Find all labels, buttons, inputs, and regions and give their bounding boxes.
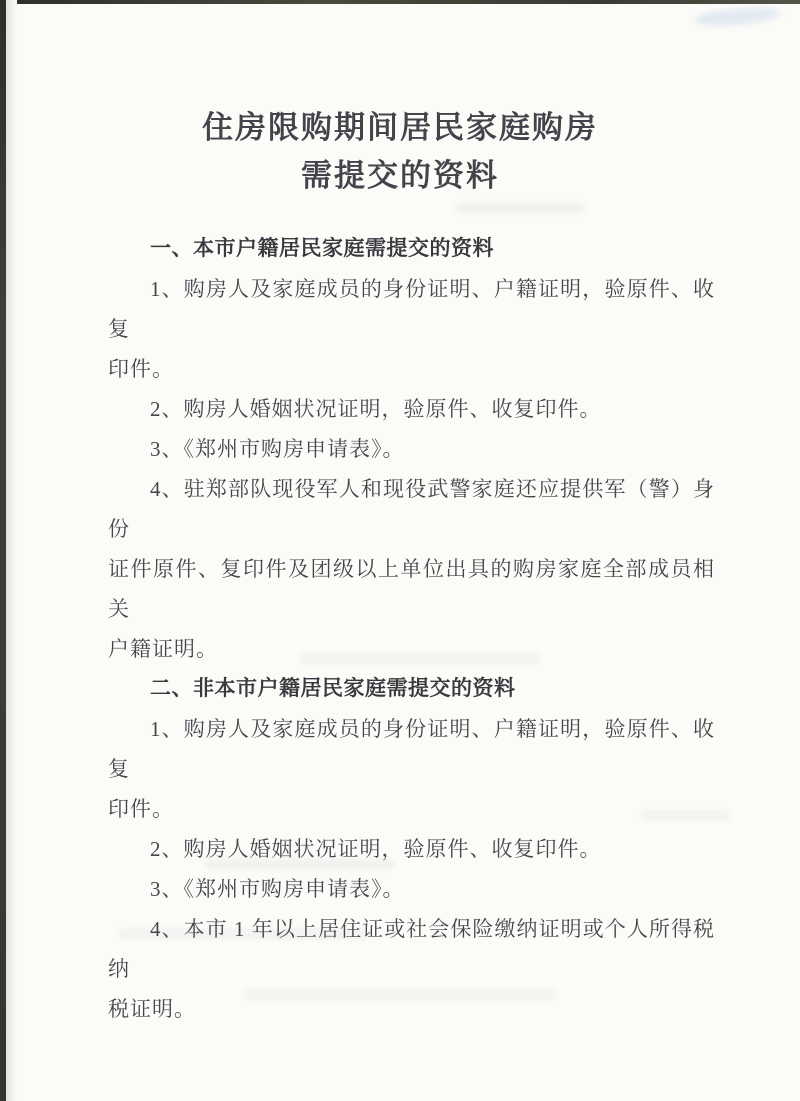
section-1-item-4 — [108, 469, 715, 669]
text-line: 3、《郑州市购房申请表》。 — [150, 437, 405, 461]
section-2-item-4 — [108, 909, 715, 1029]
text-line: 1、购房人及家庭成员的身份证明、户籍证明，验原件、收复 — [108, 717, 715, 781]
section-1-item-2 — [108, 389, 715, 429]
document-title-line-1: 住房限购期间居民家庭购房 — [202, 110, 598, 145]
section-1-item-1 — [108, 269, 715, 389]
section-2-item-1 — [108, 709, 715, 829]
document-title — [0, 104, 800, 200]
scan-edge-top — [0, 0, 800, 4]
section-2-item-2 — [108, 829, 715, 869]
scan-smudge-topright — [695, 6, 781, 28]
document-title-line-2: 需提交的资料 — [301, 158, 499, 193]
text-line: 户籍证明。 — [108, 637, 218, 661]
text-line: 4、本市 1 年以上居住证或社会保险缴纳证明或个人所得税纳 — [108, 917, 715, 981]
text-line: 1、购房人及家庭成员的身份证明、户籍证明，验原件、收复 — [108, 277, 715, 341]
section-1-heading: 一、本市户籍居民家庭需提交的资料 — [150, 237, 494, 260]
text-line: 2、购房人婚姻状况证明，验原件、收复印件。 — [150, 397, 602, 421]
text-line: 税证明。 — [108, 997, 196, 1021]
text-line: 印件。 — [108, 357, 174, 381]
text-line: 3、《郑州市购房申请表》。 — [150, 877, 405, 901]
document-body — [108, 229, 715, 1029]
text-line: 4、驻郑部队现役军人和现役武警家庭还应提供军（警）身份 — [108, 477, 715, 541]
scan-showthrough-artifact — [455, 202, 585, 214]
text-line: 2、购房人婚姻状况证明，验原件、收复印件。 — [150, 837, 602, 861]
section-1-item-3 — [108, 429, 715, 469]
text-line: 证件原件、复印件及团级以上单位出具的购房家庭全部成员相关 — [108, 557, 715, 621]
text-line: 印件。 — [108, 797, 174, 821]
section-2-heading: 二、非本市户籍居民家庭需提交的资料 — [150, 677, 516, 700]
section-2-item-3 — [108, 869, 715, 909]
